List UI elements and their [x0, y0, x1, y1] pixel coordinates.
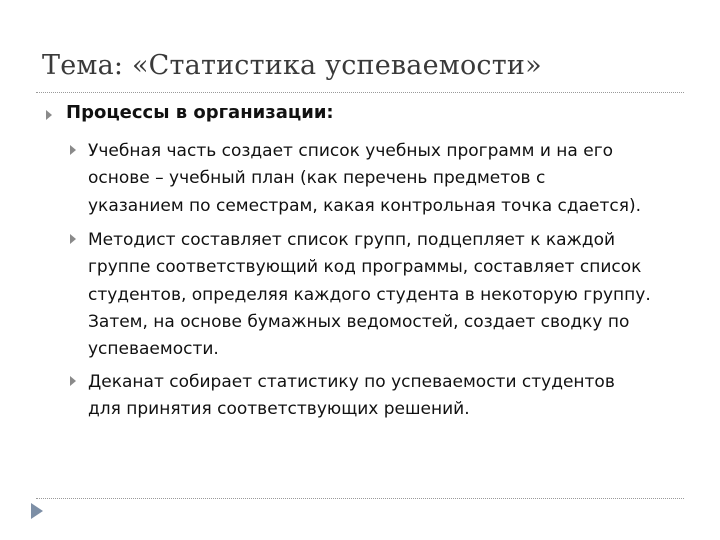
list-item-line: указанием по семестрам, какая контрольная точка сдается). [88, 195, 642, 216]
list-item-line: Деканат собирает статистику по успеваемости студентов [88, 372, 615, 392]
list-item-line: Учебная часть создает список учебных программ и на его [88, 141, 614, 161]
list-item-line: студентов, определяя каждого студента в некоторую группу. [88, 284, 651, 305]
section-heading: Процессы в организации: [66, 102, 334, 123]
slide-title: Тема: «Статистика успеваемости» [42, 50, 542, 81]
list-item [88, 369, 688, 424]
list-item [88, 138, 688, 220]
triangle-bullet-icon [70, 234, 76, 244]
list-item-line: успеваемости. [88, 339, 219, 360]
list-item-line: группе соответствующий код программы, составляет список [88, 257, 642, 278]
footer-divider [36, 498, 684, 499]
triangle-bullet-icon [46, 110, 52, 120]
list-item [88, 227, 688, 363]
play-arrow-icon[interactable] [31, 503, 43, 519]
triangle-bullet-icon [70, 376, 76, 386]
list-item-line: для принятия соответствующих решений. [88, 399, 470, 420]
triangle-bullet-icon [70, 145, 76, 155]
list-item-line: основе – учебный план (как перечень предметов с [88, 168, 546, 189]
list-item-line: Затем, на основе бумажных ведомостей, создает сводку по [88, 311, 630, 332]
list-item-line: Методист составляет список групп, подцепляет к каждой [88, 230, 616, 250]
title-divider [36, 92, 684, 93]
